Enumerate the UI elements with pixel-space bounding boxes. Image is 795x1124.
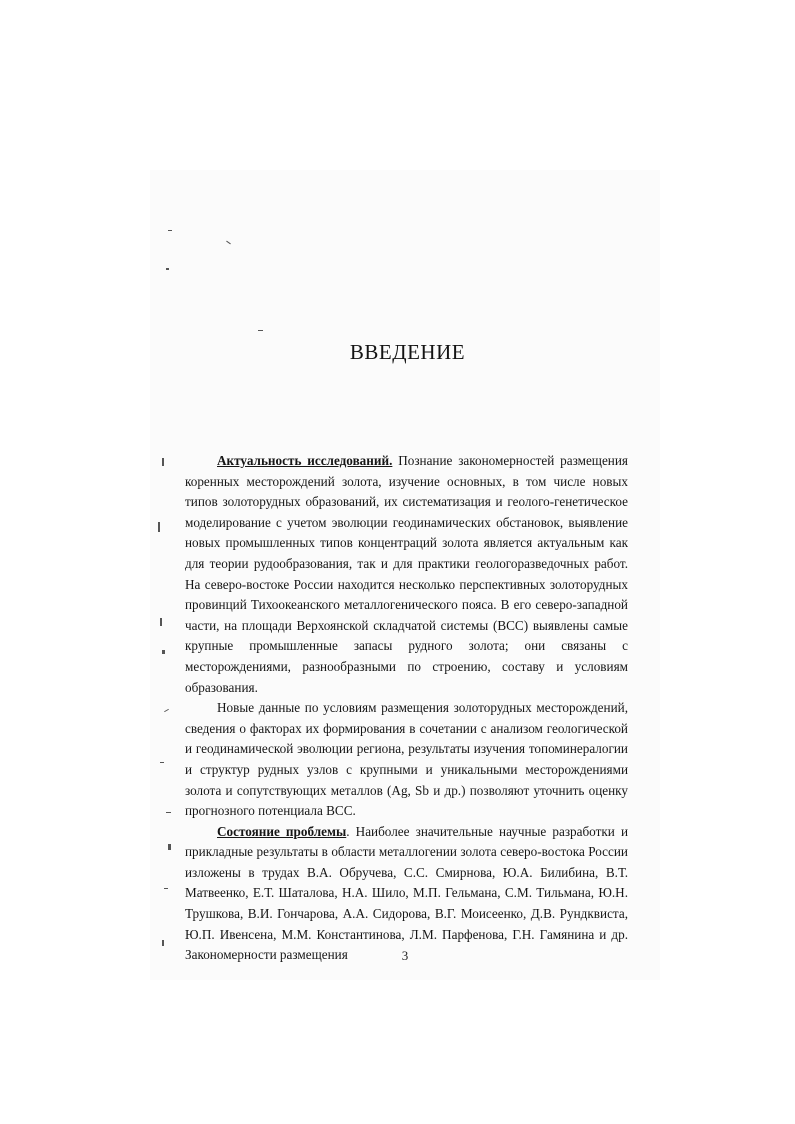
- paragraph-text: Новые данные по условиям размещения золоторудных месторождений, сведения о факторах их формирования в сочетании с анализом геологической и геодинамической эволюции региона, результаты изучения топоминералогии и структур рудных узлов с крупными и уникальными месторождениями золота и сопутствующих металлов (Ag, Sb и др.) позволяют уточнить оценку прогнозного потенциала ВСС.: [185, 700, 628, 819]
- scan-speck: [164, 888, 168, 889]
- scan-speck: [258, 330, 263, 331]
- scan-speck: [162, 458, 164, 466]
- document-body: [185, 451, 628, 966]
- page-title: ВВЕДЕНИЕ: [349, 340, 466, 364]
- paragraph-lead: Состояние проблемы: [217, 823, 347, 839]
- scan-speck: [158, 522, 160, 532]
- paragraph-lead: Актуальность исследований.: [217, 453, 393, 468]
- paragraph-problem-state: [185, 822, 628, 966]
- scan-speck: [168, 230, 172, 231]
- scan-speck: [162, 940, 164, 946]
- scan-speck: [160, 618, 162, 626]
- scan-speck: [160, 762, 164, 763]
- scan-speck: [166, 812, 171, 813]
- paragraph-new-data: [185, 698, 628, 822]
- paragraph-text: Познание закономерностей размещения коренных месторождений золота, изучение основных, в том числе новых типов золоторудных образований, их систематизация и геолого-генетическое моделирование с учетом эволюции геодинамических обстановок, выявление новых промышленных типов концентраций золота является актуальным как для теории рудообразования, так и для практики геологоразведочных работ. На северо-востоке России находится несколько перспективных золоторудных провинций Тихоокеанского металлогенического пояса. В его северо-западной части, на площади Верхоянской складчатой системы (ВСС) выявлены самые крупные промышленные запасы рудного золота; они связаны с месторождениями, разнообразными по строению, составу и условиям образования.: [185, 453, 628, 695]
- scan-speck: [166, 268, 169, 270]
- page-number: 3: [401, 948, 409, 963]
- scan-speck: [162, 650, 165, 654]
- scan-speck: [168, 844, 171, 850]
- paragraph-text: . Наиболее значительные научные разработки и прикладные результаты в области металлогении золота северо-востока России изложены в трудах В.А. Обручева, С.С. Смирнова, Ю.А. Билибина, В.Т. Матвеенко, Е.Т. Шаталова, Н.А. Шило, М.П. Гельмана, С.М. Тильмана, Ю.Н. Трушкова, В.И. Гончарова, А.А. Сидорова, В.Г. Моисеенко, Д.В. Рундквиста, Ю.П. Ивенсена, М.М. Константинова, Л.М. Парфенова, Г.Н. Гамянина и др. Закономерности размещения: [185, 823, 629, 963]
- paragraph-relevance: [185, 451, 628, 698]
